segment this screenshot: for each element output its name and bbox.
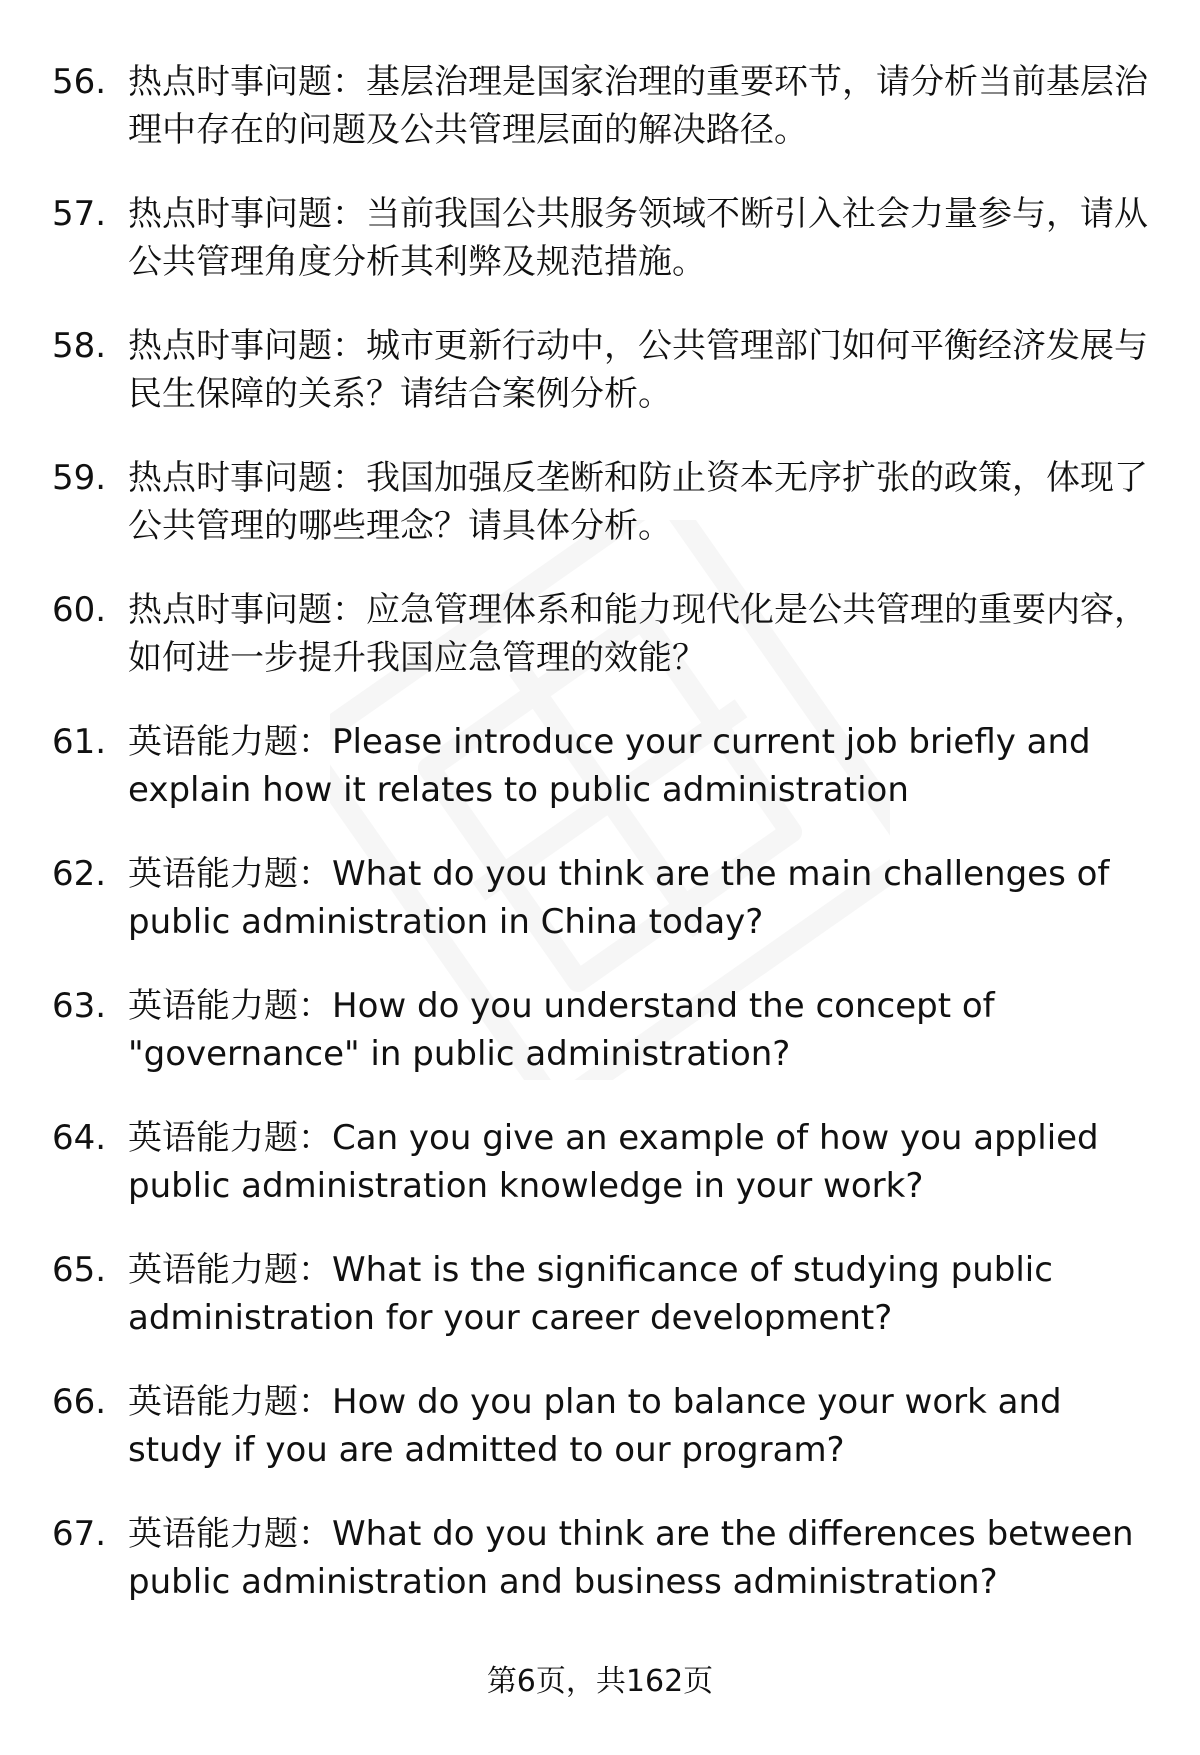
list-item: [52, 1114, 1160, 1246]
question-number: 60.: [52, 590, 107, 630]
question-number: 61.: [52, 722, 107, 762]
question-category: 热点时事问题：: [128, 194, 366, 234]
question-body: 当前我国公共服务领域不断引入社会力量参与，请从公共管理角度分析其利弊及规范措施。: [128, 194, 1148, 282]
question-number: 56.: [52, 62, 107, 102]
question-text: [128, 190, 1158, 286]
question-body: 城市更新行动中，公共管理部门如何平衡经济发展与民生保障的关系？请结合案例分析。: [128, 326, 1148, 414]
question-text: [128, 1246, 1158, 1342]
question-body: 我国加强反垄断和防止资本无序扩张的政策，体现了公共管理的哪些理念？请具体分析。: [128, 458, 1148, 546]
question-body: Please introduce your current job briefly and explain how it relates to public administration: [128, 722, 1091, 810]
question-number: 64.: [52, 1118, 107, 1158]
question-text: [128, 454, 1158, 550]
list-item: [52, 586, 1160, 718]
question-text: [128, 322, 1158, 418]
list-item: [52, 982, 1160, 1114]
list-item: [52, 1378, 1160, 1510]
question-text: [128, 586, 1158, 682]
question-category: 英语能力题：: [128, 1118, 332, 1158]
question-number: 62.: [52, 854, 107, 894]
question-body: 基层治理是国家治理的重要环节，请分析当前基层治理中存在的问题及公共管理层面的解决路径。: [128, 62, 1148, 150]
question-text: [128, 1378, 1158, 1474]
question-body: What do you think are the main challenges of public administration in China today?: [128, 854, 1110, 942]
list-item: [52, 1246, 1160, 1378]
question-number: 65.: [52, 1250, 107, 1290]
question-text: [128, 1510, 1158, 1606]
list-item: [52, 322, 1160, 454]
question-text: [128, 850, 1158, 946]
question-category: 热点时事问题：: [128, 458, 366, 498]
question-category: 英语能力题：: [128, 1514, 332, 1554]
question-text: [128, 58, 1158, 154]
list-item: [52, 454, 1160, 586]
question-number: 59.: [52, 458, 107, 498]
question-body: 应急管理体系和能力现代化是公共管理的重要内容，如何进一步提升我国应急管理的效能？: [128, 590, 1148, 678]
list-item: [52, 718, 1160, 850]
question-list: [52, 58, 1160, 1642]
question-category: 热点时事问题：: [128, 326, 366, 366]
question-text: [128, 982, 1158, 1078]
question-text: [128, 1114, 1158, 1210]
question-body: What do you think are the differences between public administration and business administration?: [128, 1514, 1134, 1602]
question-body: What is the significance of studying public administration for your career development?: [128, 1250, 1053, 1338]
list-item: [52, 1510, 1160, 1642]
page-footer: 第6页，共162页: [486, 1664, 714, 1699]
question-body: How do you understand the concept of "governance" in public administration?: [128, 986, 995, 1074]
question-text: [128, 718, 1158, 814]
question-body: How do you plan to balance your work and study if you are admitted to our program?: [128, 1382, 1062, 1470]
question-category: 英语能力题：: [128, 986, 332, 1026]
question-category: 英语能力题：: [128, 722, 332, 762]
question-number: 58.: [52, 326, 107, 366]
question-number: 67.: [52, 1514, 107, 1554]
question-body: Can you give an example of how you applied public administration knowledge in your work?: [128, 1118, 1099, 1206]
question-category: 英语能力题：: [128, 854, 332, 894]
list-item: [52, 58, 1160, 190]
question-number: 63.: [52, 986, 107, 1026]
list-item: [52, 190, 1160, 322]
question-category: 英语能力题：: [128, 1250, 332, 1290]
list-item: [52, 850, 1160, 982]
question-category: 英语能力题：: [128, 1382, 332, 1422]
question-number: 57.: [52, 194, 107, 234]
question-category: 热点时事问题：: [128, 590, 366, 630]
question-category: 热点时事问题：: [128, 62, 366, 102]
question-number: 66.: [52, 1382, 107, 1422]
